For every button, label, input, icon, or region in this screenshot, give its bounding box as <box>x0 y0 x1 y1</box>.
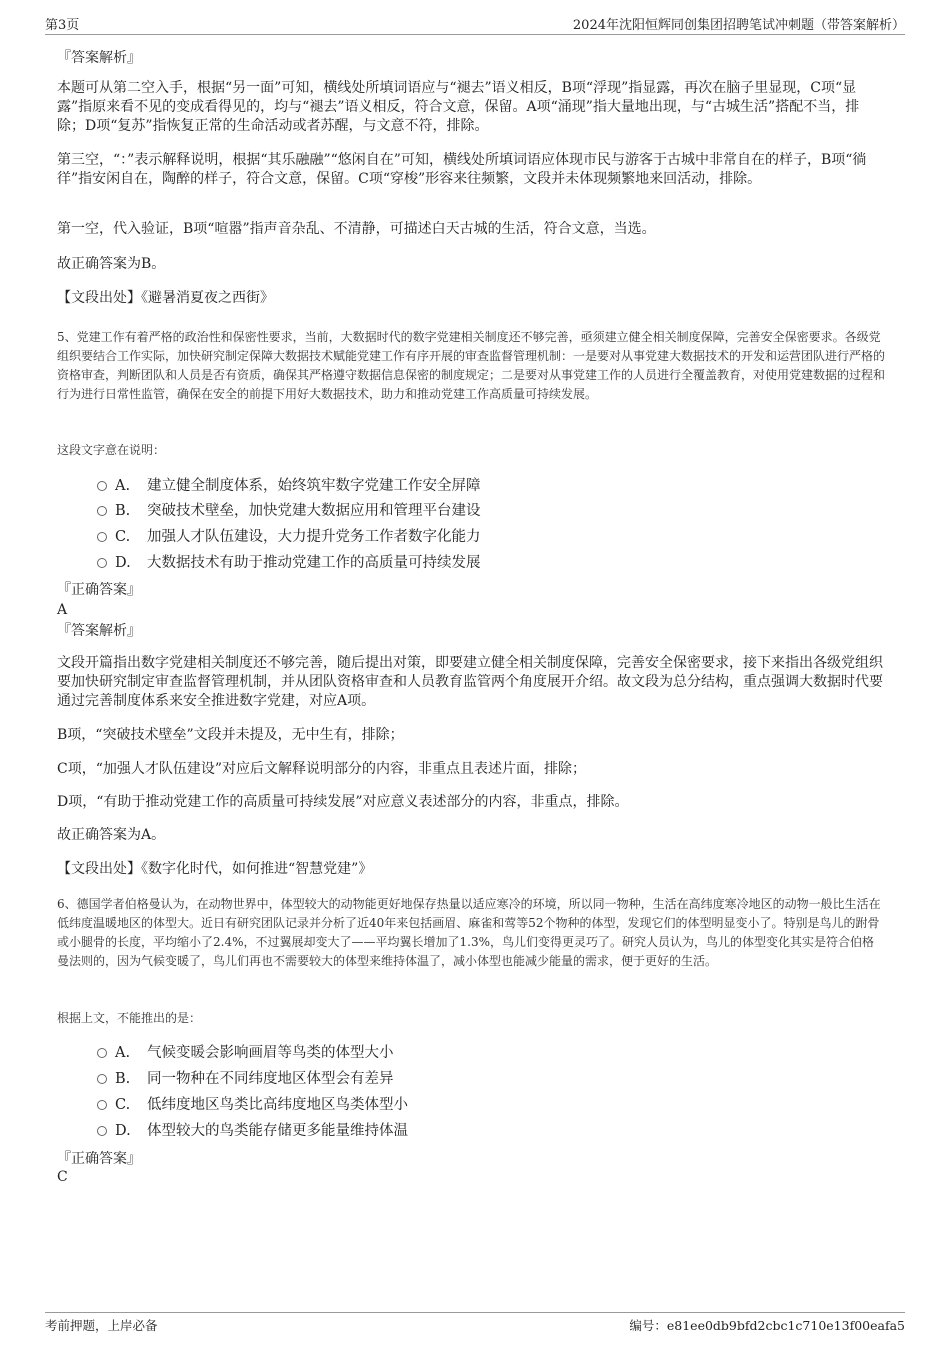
q6-option-b[interactable]: B. 同一物种在不同纬度地区体型会有差异 <box>97 1069 394 1089</box>
q5-option-a[interactable]: A. 建立健全制度体系，始终筑牢数字党建工作安全屏障 <box>97 476 481 496</box>
q4-analysis-para-2: 第三空，“：”表示解释说明，根据“其乐融融”“悠闲自在”可知，横线处所填词语应体现市民与游客于古城中非常自在的样子，B项“徜徉”指安闲自在，陶醉的样子，符合文意，保留。C项“穿梭”形容来往频繁，文段并未体现频繁地来回活动，排除。 <box>57 152 867 187</box>
q5-stem: 5、党建工作有着严格的政治性和保密性要求，当前，大数据时代的数字党建相关制度还不够完善，亟须建立健全相关制度保障，完善安全保密要求。各级党组织要结合工作实际，加快研究制定保障大数据技术赋能党建工作有序开展的审查监督管理机制：一是要对从事党建大数据技术的开发和运营团队进行严格的资格审查，判断团队和人员是否有资质，确保其严格遵守数据信息保密的制度规定；二是要对从事党建工作的人员进行全覆盖教育，对使用党建数据的过程和行为进行日常性监管，确保在安全的前提下用好大数据技术，助力和推动党建工作高质量可持续发展。 <box>57 330 886 401</box>
page-footer <box>45 1312 905 1337</box>
radio-icon[interactable] <box>97 1048 107 1058</box>
radio-icon[interactable] <box>97 1126 107 1136</box>
q5-option-c[interactable]: C. 加强人才队伍建设，大力提升党务工作者数字化能力 <box>97 527 481 547</box>
q4-source: 【文段出处】《避暑消夏夜之西街》 <box>57 290 274 306</box>
q5-answer-label: 『正确答案』 <box>57 582 141 598</box>
q6-option-c[interactable]: C. 低纬度地区鸟类比高纬度地区鸟类体型小 <box>97 1095 408 1115</box>
q5-analysis-label: 『答案解析』 <box>57 623 141 639</box>
radio-icon[interactable] <box>97 1100 107 1110</box>
q5-prompt: 这段文字意在说明： <box>57 443 166 457</box>
q5-analysis-para-4: D项，“有助于推动党建工作的高质量可持续发展”对应意义表述部分的内容，非重点，排除。 <box>57 794 629 810</box>
q5-source: 【文段出处】《数字化时代，如何推进“智慧党建”》 <box>57 861 373 877</box>
page-header <box>45 12 905 35</box>
radio-icon[interactable] <box>97 1074 107 1084</box>
q5-answer: A <box>57 602 68 618</box>
document-title: 2024年沈阳恒辉同创集团招聘笔试冲刺题（带答案解析） <box>572 18 905 33</box>
q6-stem: 6、德国学者伯格曼认为，在动物世界中，体型较大的动物能更好地保存热量以适应寒冷的环境，所以同一物种，生活在高纬度寒冷地区的动物一般比生活在低纬度温暖地区的体型大。近日有研究团队记录并分析了近40年来包括画眉、麻雀和莺等52个物种的体型，发现它们的体型明显变小了。特别是鸟儿的跗骨或小腿骨的长度，平均缩小了2.4%，不过翼展却变大了——平均翼长增加了1.3%，鸟儿们变得更灵巧了。研究人员认为，鸟儿的体型变化其实是符合伯格曼法则的，因为气候变暖了，鸟儿们再也不需要较大的体型来维持体温了，减小体型也能减少能量的需求，便于更好的生活。 <box>57 897 881 968</box>
q4-analysis-para-1: 本题可从第二空入手，根据“另一面”可知，横线处所填词语应与“褪去”语义相反，B项“浮现”指显露，再次在脑子里显现，C项“显露”指原来看不见的变成看得见的，均与“褪去”语义相反，符合文意，保留。A项“涌现”指大量地出现，与“古城生活”搭配不当，排除；D项“复苏”指恢复正常的生命活动或者苏醒，与文意不符，排除。 <box>57 80 860 134</box>
q6-answer: C <box>57 1169 68 1185</box>
radio-icon[interactable] <box>97 481 107 491</box>
q5-option-d[interactable]: D. 大数据技术有助于推动党建工作的高质量可持续发展 <box>97 553 481 573</box>
footer-slogan: 考前押题，上岸必备 <box>45 1318 158 1333</box>
document-code: 编号：e81ee0db9bfd2cbc1c710e13f00eafa5 <box>629 1318 905 1333</box>
page-number: 第3页 <box>45 18 80 33</box>
q6-prompt: 根据上文，不能推出的是： <box>57 1011 202 1025</box>
radio-icon[interactable] <box>97 532 107 542</box>
q5-option-b[interactable]: B. 突破技术壁垒，加快党建大数据应用和管理平台建设 <box>97 501 481 521</box>
q5-analysis-para-3: C项，“加强人才队伍建设”对应后文解释说明部分的内容，非重点且表述片面，排除； <box>57 761 587 777</box>
q5-analysis-para-2: B项，“突破技术壁垒”文段并未提及，无中生有，排除； <box>57 727 404 743</box>
radio-icon[interactable] <box>97 558 107 568</box>
q6-option-d[interactable]: D. 体型较大的鸟类能存储更多能量维持体温 <box>97 1121 408 1141</box>
q5-analysis-para-1: 文段开篇指出数字党建相关制度还不够完善，随后提出对策，即要建立健全相关制度保障，完善安全保密要求，接下来指出各级党组织要加快研究制定审查监督管理机制，并从团队资格审查和人员教育监管两个角度展开介绍。故文段为总分结构，重点强调大数据时代要通过完善制度体系来安全推进数字党建，对应A项。 <box>57 655 883 709</box>
q6-answer-label: 『正确答案』 <box>57 1151 141 1167</box>
q6-option-a[interactable]: A. 气候变暖会影响画眉等鸟类的体型大小 <box>97 1043 394 1063</box>
q4-conclusion: 故正确答案为B。 <box>57 256 166 272</box>
q4-analysis-label: 『答案解析』 <box>57 50 141 66</box>
q4-analysis-para-3: 第一空，代入验证，B项“喧嚣”指声音杂乱、不清静，可描述白天古城的生活，符合文意，当选。 <box>57 221 656 237</box>
radio-icon[interactable] <box>97 506 107 516</box>
q5-conclusion: 故正确答案为A。 <box>57 827 166 843</box>
